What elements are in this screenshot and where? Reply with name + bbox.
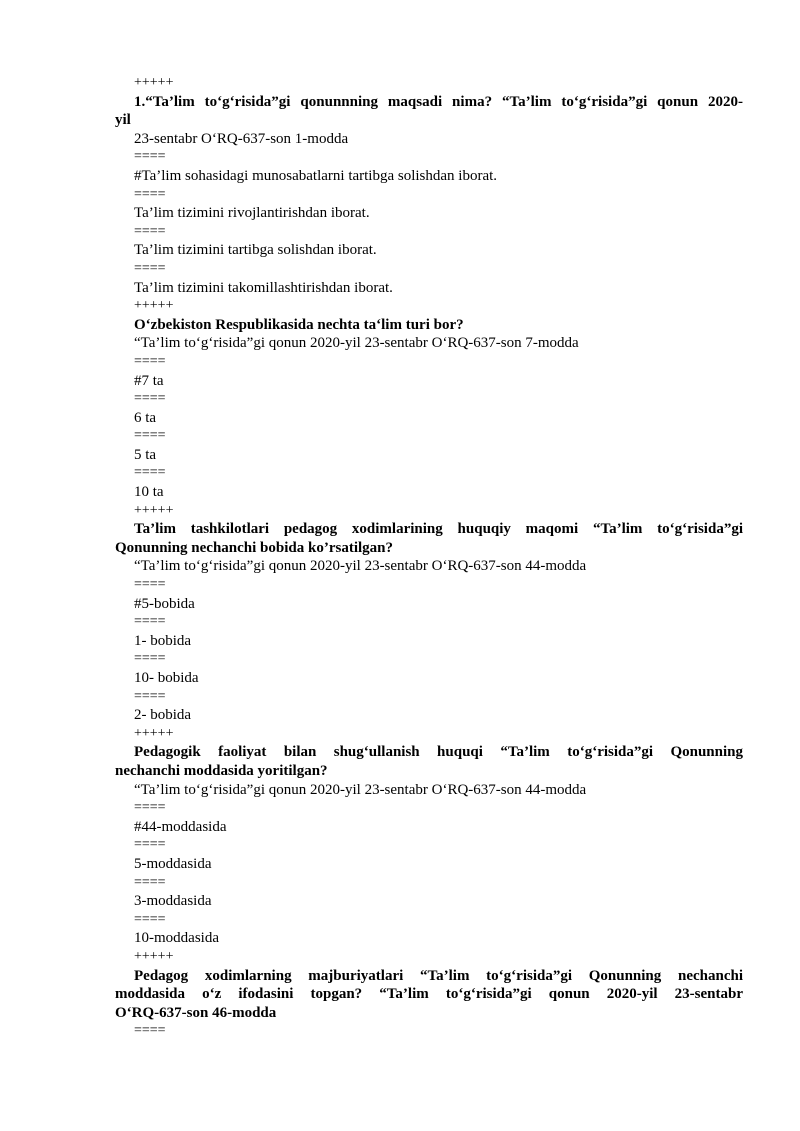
question-source: “Ta’lim to‘g‘risida”gi qonun 2020-yil 23-sentabr O‘RQ-637-son 44-modda [134, 558, 587, 575]
option-separator: ==== [134, 577, 166, 593]
answer-option: 10- bobida [134, 670, 199, 686]
question-source: “Ta’lim to‘g‘risida”gi qonun 2020-yil 23-sentabr O‘RQ-637-son 44-modda [134, 781, 587, 798]
answer-option-correct: #44-moddasida [134, 818, 227, 835]
question-title: O‘zbekiston Respublikasida nechta ta‘lim turi bor? [134, 316, 464, 333]
answer-option: 3-moddasida [134, 893, 212, 910]
answer-option: 10 ta [134, 484, 164, 501]
option-separator: ==== [134, 651, 166, 667]
answer-option: 5-moddasida [134, 855, 212, 872]
question-marker: +++++ [134, 502, 174, 518]
option-separator: ==== [134, 800, 166, 816]
answer-option: Ta’lim tizimini rivojlantirishdan iborat. [134, 205, 370, 222]
option-separator: ==== [134, 391, 166, 407]
answer-option: 1- bobida [134, 632, 192, 649]
question-title: 1.“Ta’lim to‘g‘risida”gi qonunnning maqsadi nima? “Ta’lim to‘g‘risida”gi qonun 2020- [134, 93, 743, 110]
answer-option-correct: #Ta’lim sohasidagi munosabatlarni tartibga solishdan iborat. [134, 167, 498, 184]
question-title: Pedagogik faoliyat bilan shug‘ullanish huquqi “Ta’lim to‘g‘risida”gi Qonunning [134, 744, 743, 761]
answer-option-correct: #5-bobida [134, 595, 195, 612]
option-separator: ==== [134, 874, 166, 890]
option-separator: ==== [134, 465, 166, 481]
question-title-cont: O‘RQ-637-son 46-modda [115, 1004, 277, 1021]
question-title: Pedagog xodimlarning majburiyatlari “Ta’lim to‘g‘risida”gi Qonunning nechanchi [134, 967, 743, 984]
answer-option: 2- bobida [134, 707, 192, 724]
answer-option-correct: #7 ta [134, 372, 164, 389]
answer-option: 5 ta [134, 446, 157, 463]
question-title-cont: yil [115, 112, 131, 129]
question-title-cont: moddasida o‘z ifodasini topgan? “Ta’lim to‘g‘risida”gi qonun 2020-yil 23-sentabr [115, 986, 743, 1003]
option-separator: ==== [134, 428, 166, 444]
answer-option: Ta’lim tizimini tartibga solishdan iborat. [134, 242, 377, 259]
document-page [115, 74, 743, 1041]
option-separator: ==== [134, 688, 166, 704]
question-source: 23-sentabr O‘RQ-637-son 1-modda [134, 130, 349, 147]
option-separator: ==== [134, 149, 166, 165]
question-title-cont: Qonunning nechanchi bobida ko’rsatilgan? [115, 539, 394, 556]
question-title-cont: nechanchi moddasida yoritilgan? [115, 762, 328, 779]
option-separator: ==== [134, 223, 166, 239]
option-separator: ==== [134, 1023, 166, 1039]
question-marker: +++++ [134, 948, 174, 964]
answer-option: 10-moddasida [134, 930, 219, 947]
option-separator: ==== [134, 353, 166, 369]
option-separator: ==== [134, 186, 166, 202]
question-marker: +++++ [134, 75, 174, 90]
question-marker: +++++ [134, 725, 174, 741]
question-source: “Ta’lim to‘g‘risida”gi qonun 2020-yil 23-sentabr O‘RQ-637-son 7-modda [134, 335, 579, 352]
answer-option: 6 ta [134, 409, 157, 426]
answer-option: Ta’lim tizimini takomillashtirishdan iborat. [134, 279, 393, 296]
question-marker: +++++ [134, 298, 174, 314]
option-separator: ==== [134, 614, 166, 630]
option-separator: ==== [134, 911, 166, 927]
question-title: Ta’lim tashkilotlari pedagog xodimlarining huquqiy maqomi “Ta’lim to‘g‘risida”gi [134, 521, 743, 538]
option-separator: ==== [134, 837, 166, 853]
option-separator: ==== [134, 260, 166, 276]
